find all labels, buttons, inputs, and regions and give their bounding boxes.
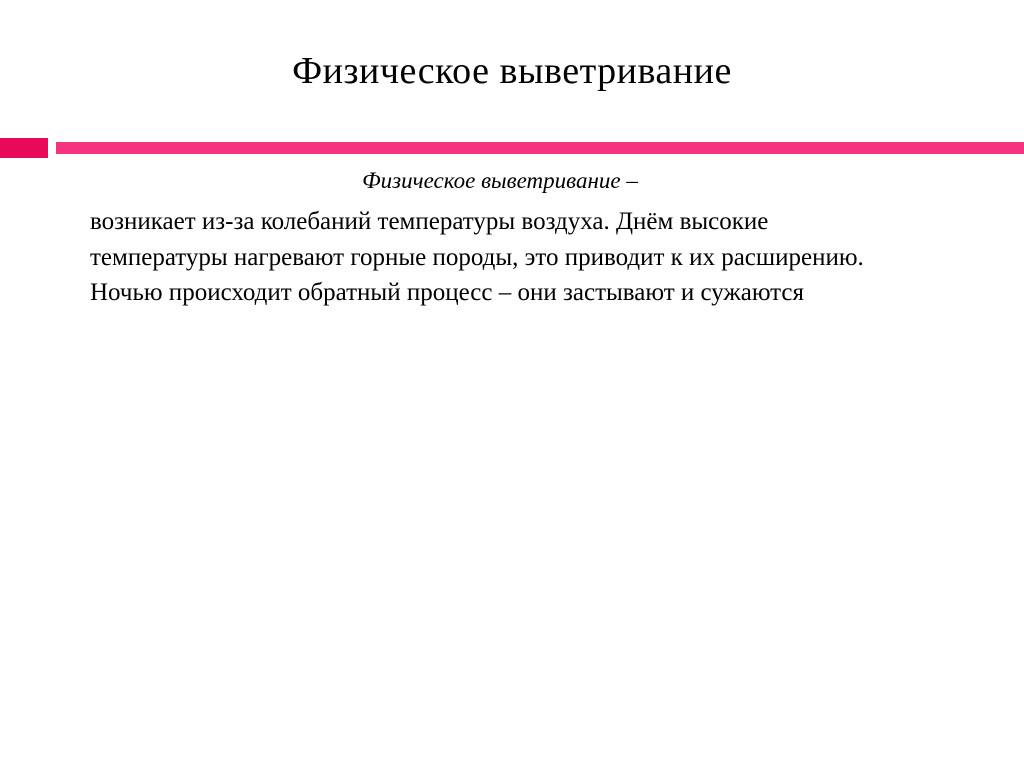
- title-divider: [0, 138, 1024, 158]
- slide-body: [90, 168, 950, 311]
- page-title: Физическое выветривание: [292, 50, 732, 92]
- body-paragraph: возникает из-за колебаний температуры воздуха. Днём высокие температуры нагревают горные породы, это приводит к их расширению. Ночью происходит обратный процесс – они застывают и сужаются: [90, 208, 864, 306]
- divider-accent-block: [0, 138, 48, 158]
- slide-left-edge: [0, 0, 3, 767]
- body-lead-text: Физическое выветривание –: [362, 168, 638, 193]
- divider-bar: [56, 142, 1024, 154]
